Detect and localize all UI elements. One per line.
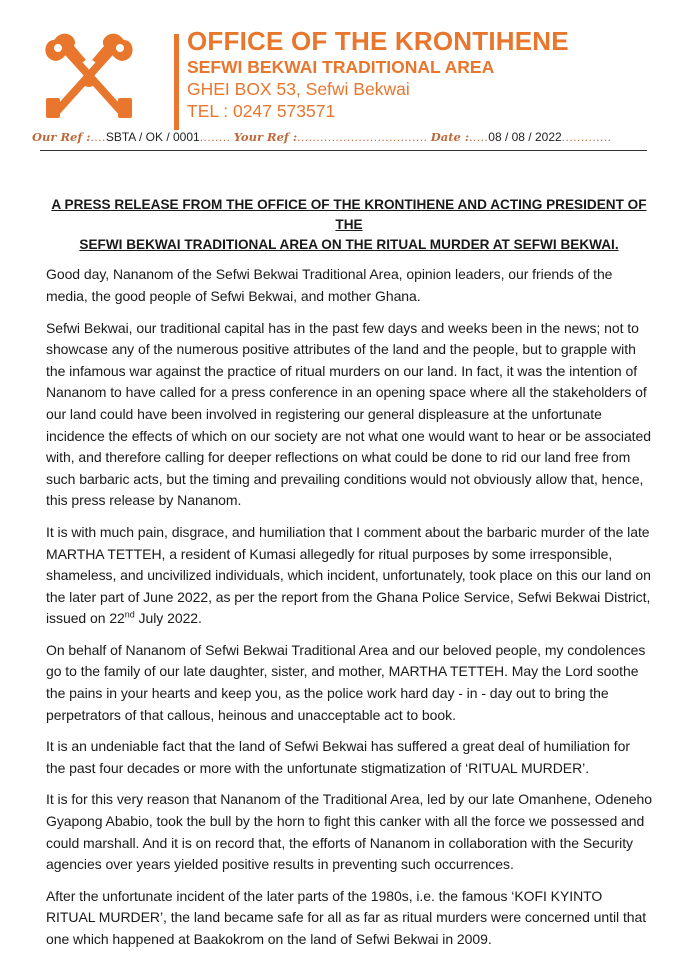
paragraph-4: On behalf of Nananom of Sefwi Bekwai Traditional Area and our beloved people, my condolences go to the family of our late daughter, sister, and mother, MARTHA TETTEH. May the Lord soothe the pains in your hearts and keep you, as the police work hard day - in - day out to bring the perpetrators of that callous, heinous and unacceptable act to book. — [46, 641, 646, 723]
office-subtitle: SEFWI BEKWAI TRADITIONAL AREA — [187, 57, 495, 77]
crossed-keys-icon — [40, 30, 138, 122]
press-release-heading — [46, 195, 652, 254]
heading-line-1: A PRESS RELEASE FROM THE OFFICE OF THE KRONTIHENE AND ACTING PRESIDENT OF THE — [51, 197, 647, 232]
date-value: 08 / 08 / 2022 — [488, 130, 562, 144]
ordinal-suffix: nd — [124, 609, 135, 620]
paragraph-5: It is an undeniable fact that the land of Sefwi Bekwai has suffered a great deal of humiliation for the past four decades or more with the unfortunate stigmatization of ‘RITUAL MURDER’. — [46, 738, 630, 776]
date-label: Date : — [430, 130, 470, 144]
letterhead-divider — [174, 34, 179, 130]
paragraph-2: Sefwi Bekwai, our traditional capital has in the past few days and weeks been in the news; not to showcase any of the numerous positive attributes of the land and the people, but to grapple with the infamous war against the practice of ritual murders on our land. In fact, it was the intention of Nananom to have called for a press conference in an opening space where all the stakeholders of our land could have been involved in registering our general displeasure at the unfortunate incidence the effects of which on our society are not what one would want to hear or be associated with, and therefore calling for deeper reflections on what could be done to rid our land free from such barbaric acts, but the timing and prevailing conditions would not obviously allow that, hence, this press release by Nananom. — [46, 319, 651, 509]
paragraph-6: It is for this very reason that Nananom of the Traditional Area, led by our late Omanhene, Odeneho Gyapong Ababio, took the bull by the horn to fight this canker with all the force we possessed and could marshall. And it is on record that, the efforts of Nananom in collaboration with the Security agencies over years yielded positive results in preventing such occurrences. — [46, 791, 653, 873]
office-telephone: TEL : 0247 573571 — [187, 101, 336, 121]
press-release-body — [46, 195, 652, 961]
paragraph-7: After the unfortunate incident of the later parts of the 1980s, i.e. the famous ‘KOFI KYINTO RITUAL MURDER’, the land became safe for all as far as ritual murders were concerned until that one which happened at Baakokrom on the land of Sefwi Bekwai in 2009. — [46, 887, 647, 948]
our-ref-label: Our Ref : — [32, 130, 91, 144]
paragraph-3 — [46, 522, 652, 630]
heading-line-2: SEFWI BEKWAI TRADITIONAL AREA ON THE RITUAL MURDER AT SEFWI BEKWAI. — [79, 236, 619, 252]
our-ref-value: SBTA / OK / 0001 — [105, 130, 200, 144]
header-rule — [40, 150, 647, 151]
office-address: GHEI BOX 53, Sefwi Bekwai — [187, 79, 410, 99]
paragraph-3-text: It is with much pain, disgrace, and humiliation that I comment about the barbaric murder of the late MARTHA TETTEH, a resident of Kumasi allegedly for ritual purposes by some irresponsible, shameless, and uncivilized individuals, which incident, unfortunately, took place on this our land on the later part of June 2022, as per the report from the Ghana Police Service, Sefwi Bekwai District, issued on 22 — [46, 523, 651, 627]
paragraph-1: Good day, Nananom of the Sefwi Bekwai Traditional Area, opinion leaders, our friends of the media, the good people of Sefwi Bekwai, and mother Ghana. — [46, 266, 613, 304]
office-title: OFFICE OF THE KRONTIHENE — [187, 26, 569, 56]
your-ref-label: Your Ref : — [233, 130, 298, 144]
paragraph-3-tail: July 2022. — [134, 610, 202, 627]
reference-line: Our Ref :....SBTA / OK / 0001........ Your Ref :.................................. Date :.....08 / 08 / 2022............. — [32, 130, 612, 144]
